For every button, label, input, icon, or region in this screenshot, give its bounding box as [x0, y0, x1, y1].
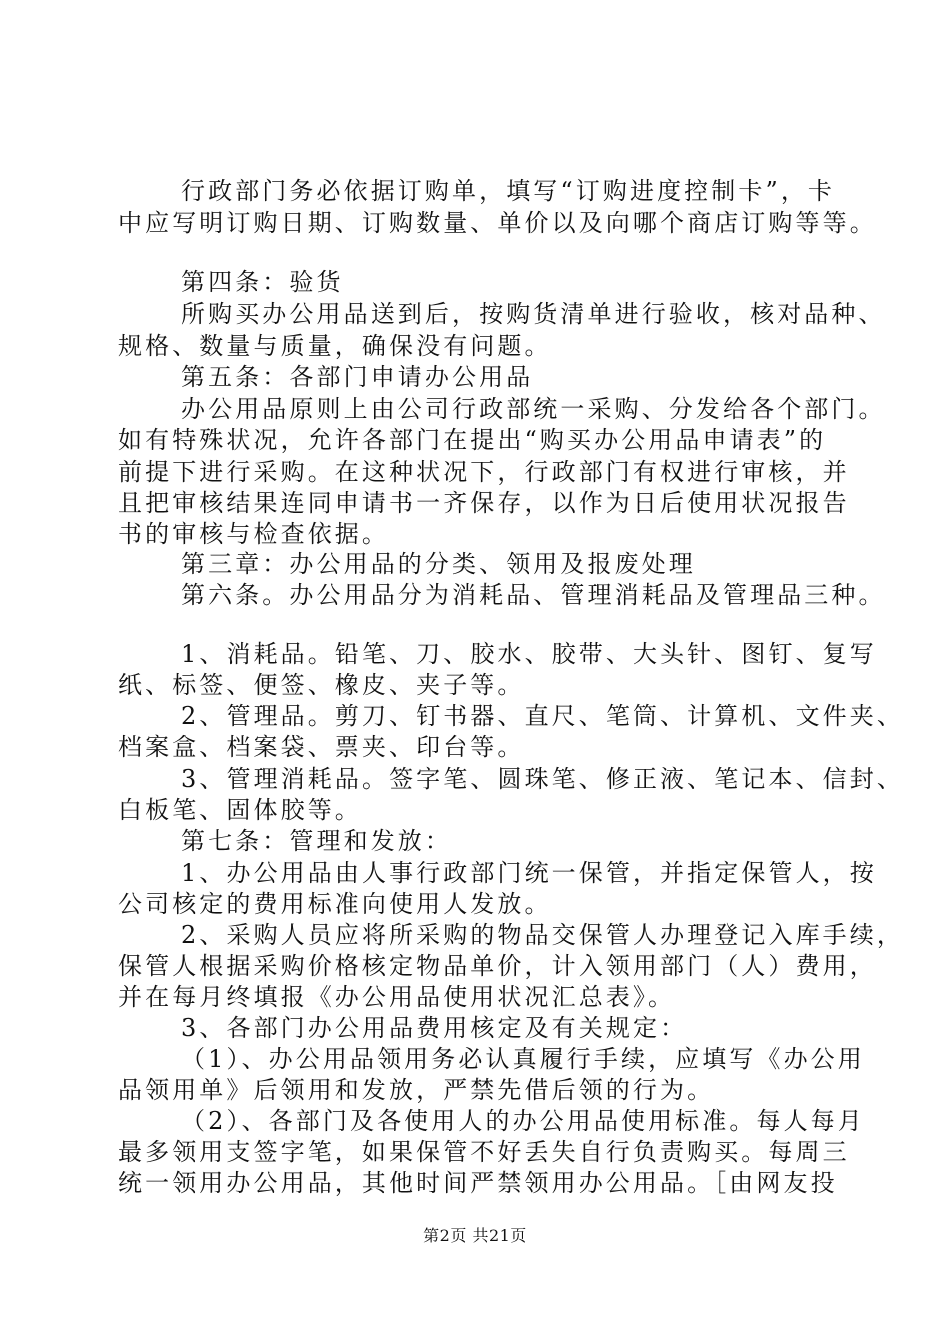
list-item: 2、采购人员应将所采购的物品交保管人办理登记入库手续， [181, 921, 904, 949]
body-text-line: 品领用单》后领用和发放，严禁先借后领的行为。 [118, 1076, 715, 1104]
body-text-line: 前提下进行采购。在这种状况下，行政部门有权进行审核，并 [118, 458, 850, 486]
body-text-line: 保管人根据采购价格核定物品单价，计入领用部门（人）费用， [118, 952, 877, 980]
article-heading: 第四条：验货 [181, 268, 344, 296]
list-item: （1）、办公用品领用务必认真履行手续，应填写《办公用 [181, 1045, 865, 1073]
body-text-line: 并在每月终填报《办公用品使用状况汇总表》。 [118, 983, 676, 1011]
body-text-line: 中应写明订购日期、订购数量、单价以及向哪个商店订购等等。 [118, 209, 877, 237]
body-text-line: 所购买办公用品送到后，按购货清单进行验收，核对品种、 [181, 300, 886, 328]
body-text-line: 书的审核与检查依据。 [118, 520, 389, 548]
body-text-line: 白板笔、固体胶等。 [118, 796, 362, 824]
chapter-heading: 第三章：办公用品的分类、领用及报废处理 [181, 550, 696, 578]
body-text-line: 如有特殊状况，允许各部门在提出“购买办公用品申请表”的 [118, 426, 827, 454]
body-text-line: 纸、标签、便签、橡皮、夹子等。 [118, 671, 525, 699]
body-text-line: 办公用品原则上由公司行政部统一采购、分发给各个部门。 [181, 395, 886, 423]
page-number-footer: 第2页 共21页 [423, 1226, 527, 1245]
body-text-line: 档案盒、档案袋、票夹、印台等。 [118, 733, 525, 761]
body-text-line: 行政部门务必依据订购单，填写“订购进度控制卡”，卡 [181, 177, 836, 205]
list-item: 1、办公用品由人事行政部门统一保管，并指定保管人，按 [181, 859, 877, 887]
article-heading: 第五条：各部门申请办公用品 [181, 363, 534, 391]
article-heading: 第七条：管理和发放： [181, 827, 452, 855]
article-heading: 第六条。办公用品分为消耗品、管理消耗品及管理品三种。 [181, 581, 886, 609]
list-item: 2、管理品。剪刀、钉书器、直尺、笔筒、计算机、文件夹、 [181, 702, 904, 730]
list-item: 1、消耗品。铅笔、刀、胶水、胶带、大头针、图钉、复写 [181, 640, 877, 668]
body-text-line: 最多领用支签字笔，如果保管不好丢失自行负责购买。每周三 [118, 1138, 850, 1166]
body-text-line: 统一领用办公用品，其他时间严禁领用办公用品。［由网友投 [118, 1169, 838, 1197]
body-text-line: 规格、数量与质量，确保没有问题。 [118, 332, 552, 360]
list-item: 3、各部门办公用品费用核定及有关规定： [181, 1014, 688, 1042]
body-text-line: 且把审核结果连同申请书一齐保存，以作为日后使用状况报告 [118, 489, 850, 517]
body-text-line: 公司核定的费用标准向使用人发放。 [118, 890, 552, 918]
list-item: 3、管理消耗品。签字笔、圆珠笔、修正液、笔记本、信封、 [181, 765, 904, 793]
list-item: （2）、各部门及各使用人的办公用品使用标准。每人每月 [181, 1107, 865, 1135]
